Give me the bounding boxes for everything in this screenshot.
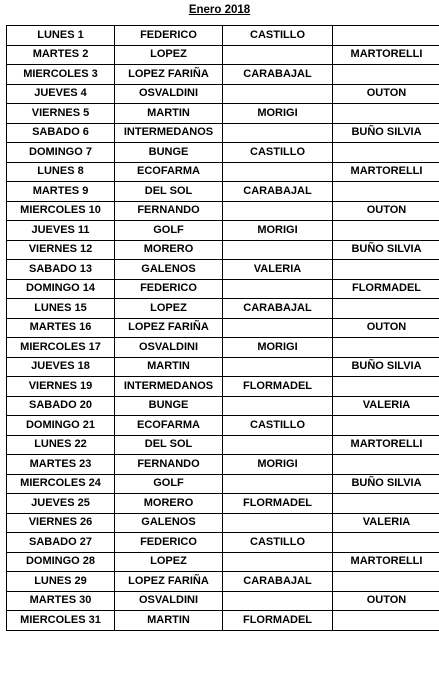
column-b-cell — [333, 65, 439, 85]
pharmacy-cell: FERNANDO — [115, 455, 223, 475]
pharmacy-cell: OSVALDINI — [115, 338, 223, 358]
pharmacy-cell: LOPEZ FARIÑA — [115, 318, 223, 338]
pharmacy-cell: GOLF — [115, 474, 223, 494]
table-row — [7, 474, 439, 494]
pharmacy-cell: INTERMEDANOS — [115, 123, 223, 143]
table-row — [7, 84, 439, 104]
day-cell: LUNES 1 — [7, 26, 115, 46]
day-cell: SABADO 13 — [7, 260, 115, 280]
day-cell: VIERNES 12 — [7, 240, 115, 260]
day-cell: JUEVES 18 — [7, 357, 115, 377]
day-cell: MIERCOLES 31 — [7, 611, 115, 631]
day-cell: LUNES 29 — [7, 572, 115, 592]
schedule-body — [7, 26, 439, 631]
table-row — [7, 123, 439, 143]
pharmacy-cell: MARTIN — [115, 104, 223, 124]
pharmacy-cell: LOPEZ — [115, 552, 223, 572]
pharmacy-cell: MORERO — [115, 240, 223, 260]
pharmacy-cell: MORERO — [115, 494, 223, 514]
column-a-cell: FLORMADEL — [223, 377, 333, 397]
column-b-cell: FLORMADEL — [333, 279, 439, 299]
column-b-cell: BUÑO SILVIA — [333, 123, 439, 143]
column-a-cell — [223, 240, 333, 260]
column-a-cell: CASTILLO — [223, 143, 333, 163]
pharmacy-cell: FERNANDO — [115, 201, 223, 221]
table-row — [7, 240, 439, 260]
column-a-cell: CARABAJAL — [223, 182, 333, 202]
column-b-cell — [333, 143, 439, 163]
column-a-cell — [223, 435, 333, 455]
pharmacy-cell: LOPEZ — [115, 299, 223, 319]
day-cell: MARTES 9 — [7, 182, 115, 202]
day-cell: JUEVES 25 — [7, 494, 115, 514]
column-b-cell — [333, 572, 439, 592]
column-b-cell: OUTON — [333, 591, 439, 611]
table-row — [7, 513, 439, 533]
column-a-cell: CARABAJAL — [223, 572, 333, 592]
day-cell: VIERNES 5 — [7, 104, 115, 124]
day-cell: SABADO 27 — [7, 533, 115, 553]
day-cell: LUNES 15 — [7, 299, 115, 319]
pharmacy-cell: GOLF — [115, 221, 223, 241]
table-row — [7, 26, 439, 46]
column-a-cell — [223, 474, 333, 494]
column-b-cell: BUÑO SILVIA — [333, 357, 439, 377]
column-a-cell — [223, 45, 333, 65]
pharmacy-cell: INTERMEDANOS — [115, 377, 223, 397]
table-row — [7, 435, 439, 455]
column-a-cell — [223, 513, 333, 533]
table-row — [7, 377, 439, 397]
table-row — [7, 396, 439, 416]
column-b-cell: VALERIA — [333, 396, 439, 416]
table-row — [7, 591, 439, 611]
column-b-cell: BUÑO SILVIA — [333, 474, 439, 494]
page-title: Enero 2018 — [188, 4, 251, 16]
table-row — [7, 416, 439, 436]
column-b-cell: BUÑO SILVIA — [333, 240, 439, 260]
pharmacy-cell: MARTIN — [115, 611, 223, 631]
column-b-cell: MARTORELLI — [333, 435, 439, 455]
day-cell: LUNES 22 — [7, 435, 115, 455]
pharmacy-cell: LOPEZ FARIÑA — [115, 572, 223, 592]
pharmacy-cell: ECOFARMA — [115, 162, 223, 182]
day-cell: VIERNES 26 — [7, 513, 115, 533]
day-cell: DOMINGO 7 — [7, 143, 115, 163]
column-b-cell — [333, 494, 439, 514]
column-a-cell — [223, 318, 333, 338]
column-a-cell: CASTILLO — [223, 533, 333, 553]
column-b-cell: VALERIA — [333, 513, 439, 533]
column-a-cell: MORIGI — [223, 221, 333, 241]
table-row — [7, 143, 439, 163]
column-b-cell: MARTORELLI — [333, 552, 439, 572]
table-row — [7, 182, 439, 202]
column-b-cell: MARTORELLI — [333, 45, 439, 65]
column-b-cell — [333, 260, 439, 280]
day-cell: MARTES 16 — [7, 318, 115, 338]
table-row — [7, 221, 439, 241]
pharmacy-cell: GALENOS — [115, 260, 223, 280]
column-b-cell — [333, 221, 439, 241]
column-a-cell — [223, 552, 333, 572]
day-cell: SABADO 20 — [7, 396, 115, 416]
column-b-cell — [333, 338, 439, 358]
schedule-table — [6, 25, 439, 631]
column-a-cell: CARABAJAL — [223, 65, 333, 85]
table-row — [7, 201, 439, 221]
pharmacy-cell: OSVALDINI — [115, 84, 223, 104]
pharmacy-cell: FEDERICO — [115, 533, 223, 553]
column-b-cell — [333, 416, 439, 436]
column-a-cell — [223, 162, 333, 182]
column-a-cell — [223, 279, 333, 299]
pharmacy-cell: LOPEZ — [115, 45, 223, 65]
pharmacy-cell: BUNGE — [115, 396, 223, 416]
column-b-cell — [333, 377, 439, 397]
column-b-cell: OUTON — [333, 84, 439, 104]
day-cell: MARTES 2 — [7, 45, 115, 65]
column-a-cell — [223, 84, 333, 104]
pharmacy-cell: DEL SOL — [115, 182, 223, 202]
column-a-cell — [223, 396, 333, 416]
pharmacy-cell: FEDERICO — [115, 279, 223, 299]
table-row — [7, 45, 439, 65]
day-cell: DOMINGO 21 — [7, 416, 115, 436]
day-cell: MARTES 23 — [7, 455, 115, 475]
column-a-cell: FLORMADEL — [223, 494, 333, 514]
day-cell: DOMINGO 28 — [7, 552, 115, 572]
table-row — [7, 455, 439, 475]
column-a-cell — [223, 201, 333, 221]
column-a-cell: VALERIA — [223, 260, 333, 280]
column-a-cell — [223, 591, 333, 611]
table-row — [7, 162, 439, 182]
pharmacy-cell: ECOFARMA — [115, 416, 223, 436]
column-b-cell — [333, 455, 439, 475]
table-row — [7, 318, 439, 338]
table-row — [7, 357, 439, 377]
column-b-cell: OUTON — [333, 318, 439, 338]
day-cell: VIERNES 19 — [7, 377, 115, 397]
table-row — [7, 338, 439, 358]
table-row — [7, 260, 439, 280]
column-b-cell — [333, 26, 439, 46]
table-row — [7, 104, 439, 124]
column-a-cell — [223, 123, 333, 143]
day-cell: MIERCOLES 10 — [7, 201, 115, 221]
table-row — [7, 533, 439, 553]
day-cell: MIERCOLES 3 — [7, 65, 115, 85]
day-cell: JUEVES 11 — [7, 221, 115, 241]
column-a-cell: CARABAJAL — [223, 299, 333, 319]
pharmacy-cell: DEL SOL — [115, 435, 223, 455]
day-cell: MIERCOLES 17 — [7, 338, 115, 358]
pharmacy-cell: MARTIN — [115, 357, 223, 377]
column-a-cell: MORIGI — [223, 104, 333, 124]
column-a-cell: CASTILLO — [223, 26, 333, 46]
table-row — [7, 611, 439, 631]
day-cell: MARTES 30 — [7, 591, 115, 611]
table-row — [7, 299, 439, 319]
column-a-cell: CASTILLO — [223, 416, 333, 436]
table-row — [7, 552, 439, 572]
column-b-cell — [333, 182, 439, 202]
table-row — [7, 494, 439, 514]
column-a-cell: FLORMADEL — [223, 611, 333, 631]
pharmacy-cell: GALENOS — [115, 513, 223, 533]
table-row — [7, 65, 439, 85]
day-cell: MIERCOLES 24 — [7, 474, 115, 494]
column-b-cell — [333, 533, 439, 553]
column-b-cell — [333, 104, 439, 124]
column-a-cell: MORIGI — [223, 338, 333, 358]
table-row — [7, 279, 439, 299]
column-a-cell — [223, 357, 333, 377]
column-b-cell — [333, 299, 439, 319]
column-b-cell: MARTORELLI — [333, 162, 439, 182]
day-cell: SABADO 6 — [7, 123, 115, 143]
pharmacy-cell: LOPEZ FARIÑA — [115, 65, 223, 85]
pharmacy-cell: FEDERICO — [115, 26, 223, 46]
column-b-cell: OUTON — [333, 201, 439, 221]
column-a-cell: MORIGI — [223, 455, 333, 475]
day-cell: LUNES 8 — [7, 162, 115, 182]
column-b-cell — [333, 611, 439, 631]
day-cell: DOMINGO 14 — [7, 279, 115, 299]
pharmacy-cell: OSVALDINI — [115, 591, 223, 611]
day-cell: JUEVES 4 — [7, 84, 115, 104]
table-row — [7, 572, 439, 592]
pharmacy-cell: BUNGE — [115, 143, 223, 163]
